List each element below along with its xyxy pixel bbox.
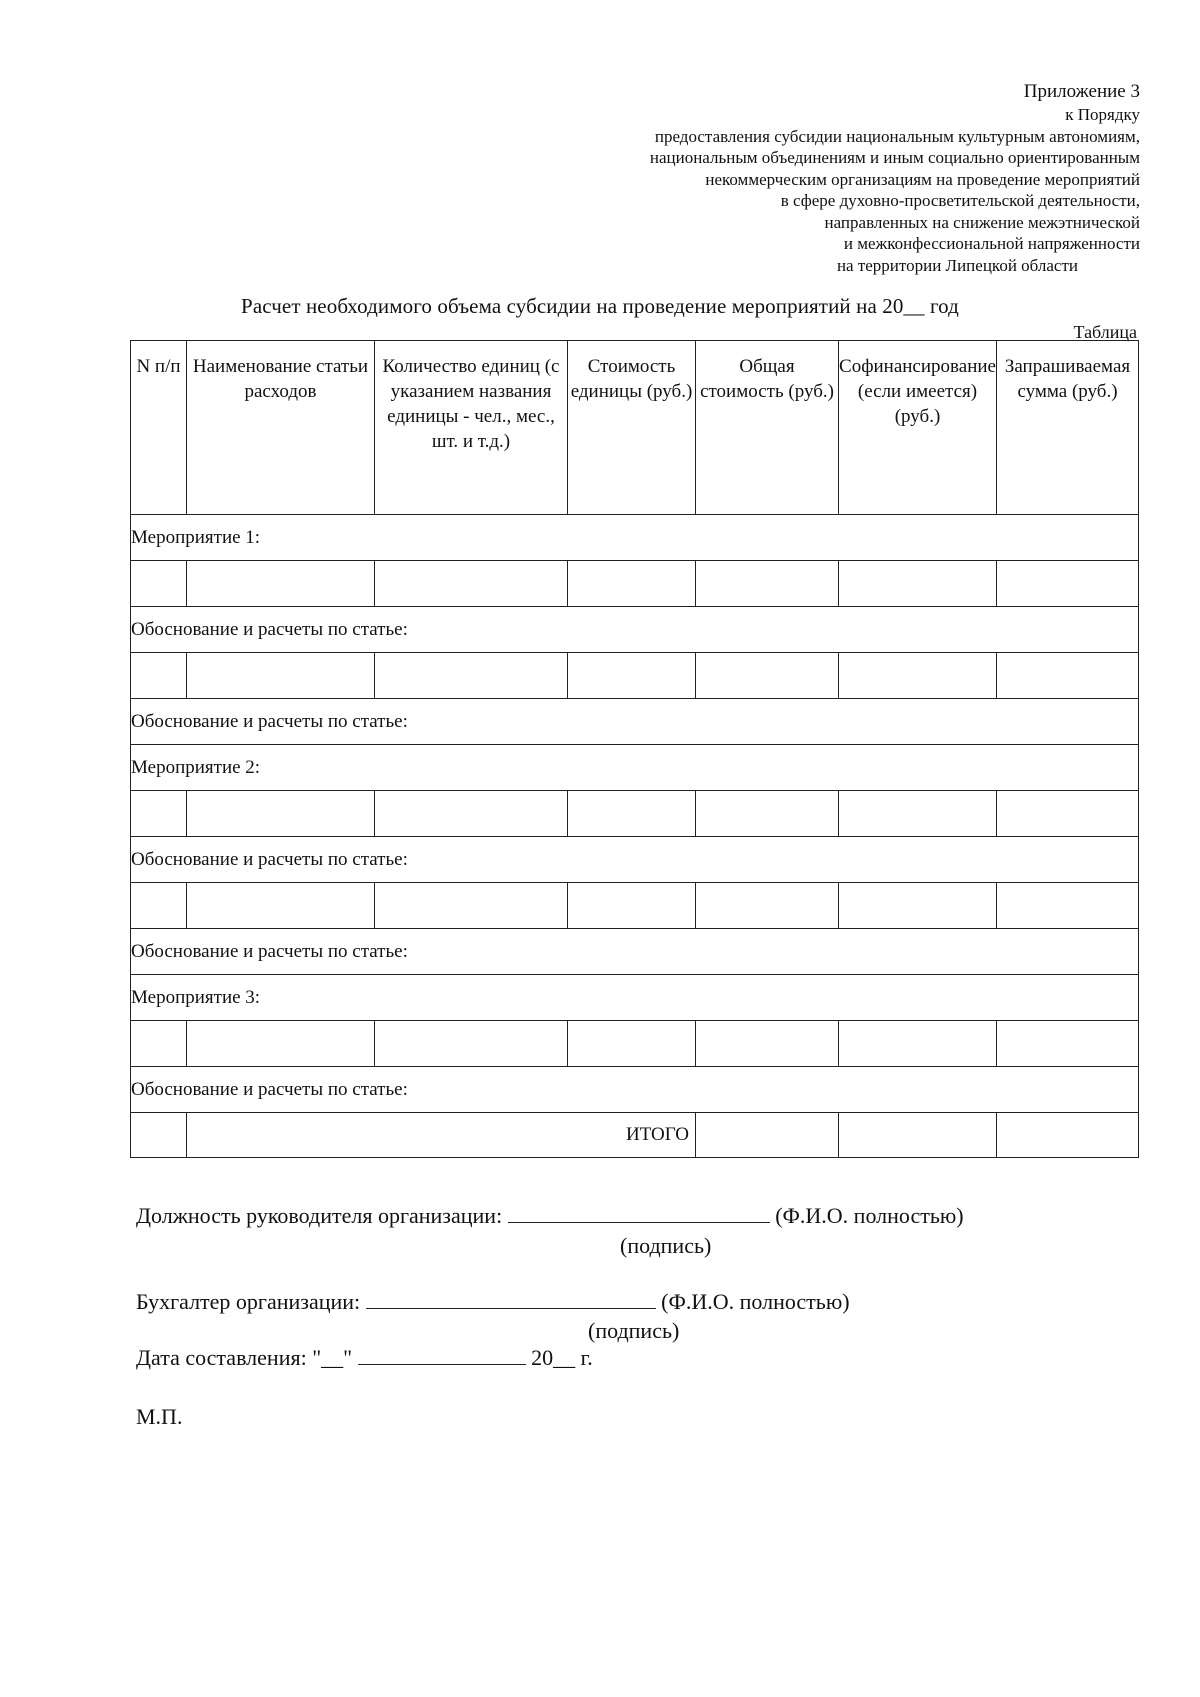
justification-label: Обоснование и расчеты по статье:	[131, 837, 1139, 883]
justification-row	[131, 837, 1139, 883]
table-cell	[568, 883, 696, 929]
document-title: Расчет необходимого объема субсидии на проведение мероприятий на 20__ год	[241, 294, 959, 318]
table-cell	[997, 1113, 1139, 1158]
table-cell	[696, 653, 839, 699]
table-cell	[839, 791, 997, 837]
head-position-label: Должность руководителя организации:	[136, 1203, 503, 1228]
justification-label: Обоснование и расчеты по статье:	[131, 1067, 1139, 1113]
table-cell	[997, 1021, 1139, 1067]
event-label: Мероприятие 1:	[131, 515, 1139, 561]
appendix-line: в сфере духовно-просветительской деятельности,	[780, 191, 1140, 210]
table-cell	[839, 1113, 997, 1158]
table-cell	[131, 883, 187, 929]
head-sign-hint: (подпись)	[620, 1233, 712, 1258]
table-cell	[568, 791, 696, 837]
table-cell	[187, 791, 375, 837]
table-cell	[997, 791, 1139, 837]
appendix-line: к Порядку	[1065, 105, 1140, 124]
table-cell	[839, 883, 997, 929]
table-cell	[131, 1113, 187, 1158]
table-cell	[375, 653, 568, 699]
header-total-cost: Общая стоимость (руб.)	[696, 341, 839, 515]
table-label: Таблица	[1073, 322, 1137, 342]
date-line	[136, 1345, 593, 1371]
justification-row	[131, 929, 1139, 975]
appendix-number: Приложение 3	[1023, 81, 1140, 102]
table-cell	[375, 883, 568, 929]
accountant-label: Бухгалтер организации:	[136, 1289, 361, 1314]
table-cell	[839, 653, 997, 699]
appendix-line: национальным объединениям и иным социально ориентированным	[649, 148, 1140, 167]
event-row	[131, 975, 1139, 1021]
table-cell	[696, 883, 839, 929]
table-cell	[568, 1021, 696, 1067]
event-label: Мероприятие 2:	[131, 745, 1139, 791]
table-cell	[997, 883, 1139, 929]
head-fio-hint: (Ф.И.О. полностью)	[775, 1203, 964, 1228]
table-cell	[568, 561, 696, 607]
table-cell	[568, 653, 696, 699]
table-header-row	[131, 341, 1139, 515]
appendix-line: направленных на снижение межэтнической	[824, 212, 1140, 232]
table-cell	[187, 883, 375, 929]
table-cell	[131, 1021, 187, 1067]
date-label: Дата составления: "__"	[136, 1345, 353, 1370]
table-cell	[997, 653, 1139, 699]
header-quantity: Количество единиц (с указанием названия единицы - чел., мес., шт. и т.д.)	[375, 341, 568, 515]
table-row	[131, 883, 1139, 929]
table-row	[131, 1021, 1139, 1067]
justification-label: Обоснование и расчеты по статье:	[131, 607, 1139, 653]
table-cell	[375, 1021, 568, 1067]
table-cell	[131, 561, 187, 607]
header-expense-item: Наименование статьи расходов	[187, 341, 375, 515]
event-row	[131, 515, 1139, 561]
accountant-signature-blank	[366, 1290, 656, 1309]
table-row	[131, 653, 1139, 699]
event-label: Мероприятие 3:	[131, 975, 1139, 1021]
table-cell	[375, 791, 568, 837]
date-year: 20__ г.	[531, 1345, 593, 1370]
header-requested-amount: Запрашиваемая сумма (руб.)	[997, 341, 1139, 515]
table-cell	[696, 1021, 839, 1067]
table-cell	[997, 561, 1139, 607]
justification-row	[131, 1067, 1139, 1113]
table-cell	[187, 561, 375, 607]
stamp-place: М.П.	[136, 1404, 183, 1429]
accountant-signature-line	[136, 1289, 850, 1315]
table-cell	[187, 1021, 375, 1067]
total-label: ИТОГО	[187, 1113, 696, 1158]
calculation-table	[130, 340, 1139, 1158]
accountant-fio-hint: (Ф.И.О. полностью)	[661, 1289, 850, 1314]
table-cell	[696, 791, 839, 837]
table-cell	[839, 561, 997, 607]
table-row	[131, 791, 1139, 837]
table-cell	[131, 653, 187, 699]
justification-row	[131, 607, 1139, 653]
appendix-header	[520, 80, 1140, 276]
justification-label: Обоснование и расчеты по статье:	[131, 699, 1139, 745]
date-month-blank	[358, 1346, 526, 1365]
table-row	[131, 561, 1139, 607]
accountant-sign-hint: (подпись)	[588, 1318, 680, 1343]
table-cell	[131, 791, 187, 837]
header-cofinancing: Софинансирование (если имеется) (руб.)	[839, 341, 997, 515]
table-cell	[696, 1113, 839, 1158]
header-number: N п/п	[131, 341, 187, 515]
appendix-line: на территории Липецкой области	[836, 255, 1078, 275]
table-cell	[696, 561, 839, 607]
table-cell	[375, 561, 568, 607]
head-signature-line	[136, 1203, 964, 1229]
justification-label: Обоснование и расчеты по статье:	[131, 929, 1139, 975]
appendix-line: предоставления субсидии национальным культурным автономиям,	[654, 126, 1140, 146]
table-cell	[839, 1021, 997, 1067]
justification-row	[131, 699, 1139, 745]
appendix-line: некоммерческим организациям на проведение мероприятий	[705, 169, 1140, 189]
header-unit-cost: Стоимость единицы (руб.)	[568, 341, 696, 515]
event-row	[131, 745, 1139, 791]
head-signature-blank	[508, 1204, 770, 1223]
total-row	[131, 1113, 1139, 1158]
appendix-line: и межконфессиональной напряженности	[843, 234, 1140, 253]
table-cell	[187, 653, 375, 699]
